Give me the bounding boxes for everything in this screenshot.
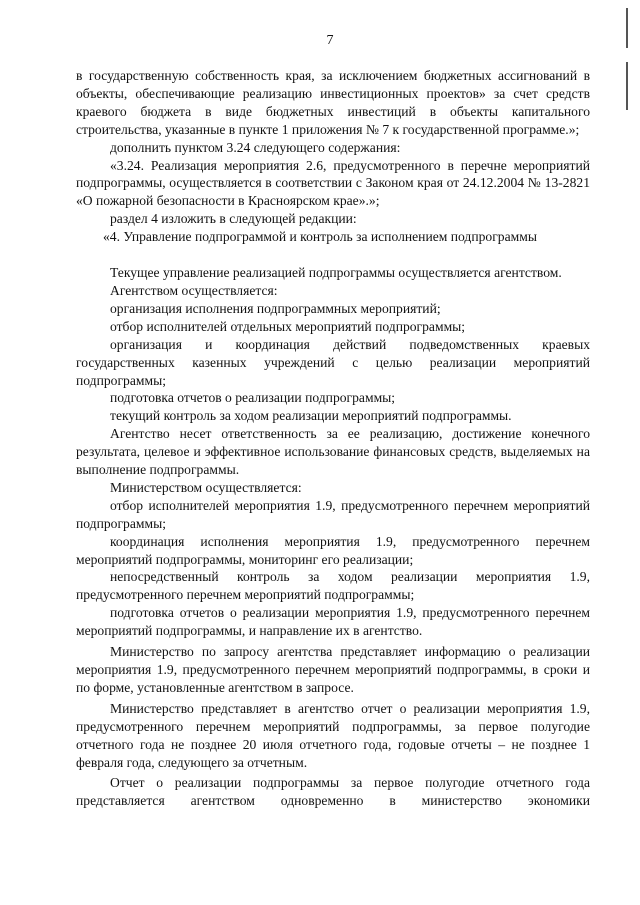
paragraph: Текущее управление реализацией подпрограммы осуществляется агентством. bbox=[110, 265, 562, 281]
list-item: отбор исполнителей отдельных мероприятий подпрограммы; bbox=[110, 318, 466, 334]
paragraph: в государственную собственность края, за исключением бюджетных ассигнований в объекты, обеспечивающие реализацию инвестиционных проектов» за счет средств краевого бюджета в виде бюджетных инвестиций в объекты капитального строительства, указанные в пункте 1 приложения № 7 к государственной программе.»; bbox=[76, 68, 590, 137]
paragraph: Министерство по запросу агентства представляет информацию о реализации мероприятия 1.9, предусмотренного перечнем мероприятий подпрограммы, в сроки и по форме, установленные агентством в запросе. bbox=[76, 644, 590, 695]
page-number: 7 bbox=[326, 33, 334, 48]
paragraph: дополнить пунктом 3.24 следующего содержания: bbox=[110, 139, 401, 155]
paragraph: Агентством осуществляется: bbox=[110, 282, 278, 298]
list-item: организация исполнения подпрограммных мероприятий; bbox=[110, 300, 441, 316]
list-item: подготовка отчетов о реализации мероприятия 1.9, предусмотренного перечнем мероприятий подпрограммы, и направление их в агентство. bbox=[76, 605, 590, 639]
scan-edge-mark bbox=[626, 8, 628, 48]
list-item: подготовка отчетов о реализации подпрограммы; bbox=[110, 390, 396, 406]
list-item: непосредственный контроль за ходом реализации мероприятия 1.9, предусмотренного перечнем мероприятий подпрограммы; bbox=[76, 569, 590, 603]
paragraph: Министерством осуществляется: bbox=[110, 479, 302, 495]
list-item: организация и координация действий подведомственных краевых государственных казенных учреждений с целью реализации мероприятий подпрограммы; bbox=[76, 336, 590, 388]
list-item: координация исполнения мероприятия 1.9, предусмотренного перечнем мероприятий подпрограммы, мониторинг его реализации; bbox=[76, 533, 590, 567]
paragraph: Министерство представляет в агентство отчет о реализации мероприятия 1.9, предусмотренного перечнем мероприятий подпрограммы, за первое полугодие отчетного года не позднее 20 июля отчетного года, годовые отчеты – не позднее 1 февраля года, следующего за отчетным. bbox=[76, 700, 590, 770]
scan-edge-mark bbox=[626, 62, 628, 110]
list-item: отбор исполнителей мероприятия 1.9, предусмотренного перечнем мероприятий подпрограммы; bbox=[76, 497, 590, 531]
section-heading: «4. Управление подпрограммой и контроль за исполнением подпрограммы bbox=[103, 229, 537, 245]
paragraph: раздел 4 изложить в следующей редакции: bbox=[110, 211, 357, 227]
list-item: текущий контроль за ходом реализации мероприятий подпрограммы. bbox=[110, 408, 512, 424]
body-text bbox=[76, 67, 590, 810]
paragraph: «3.24. Реализация мероприятия 2.6, предусмотренного в перечне мероприятий подпрограммы, осуществляется в соответствии с Законом края от 24.12.2004 № 13-2821 «О пожарной безопасности в Красноярском крае».»; bbox=[76, 157, 590, 209]
paragraph: Отчет о реализации подпрограммы за первое полугодие отчетного года представляется агентством одновременно в министерство экономики bbox=[76, 775, 590, 809]
paragraph: Агентство несет ответственность за ее реализацию, достижение конечного результата, целевое и эффективное использование финансовых средств, выделяемых на выполнение подпрограммы. bbox=[76, 426, 590, 478]
